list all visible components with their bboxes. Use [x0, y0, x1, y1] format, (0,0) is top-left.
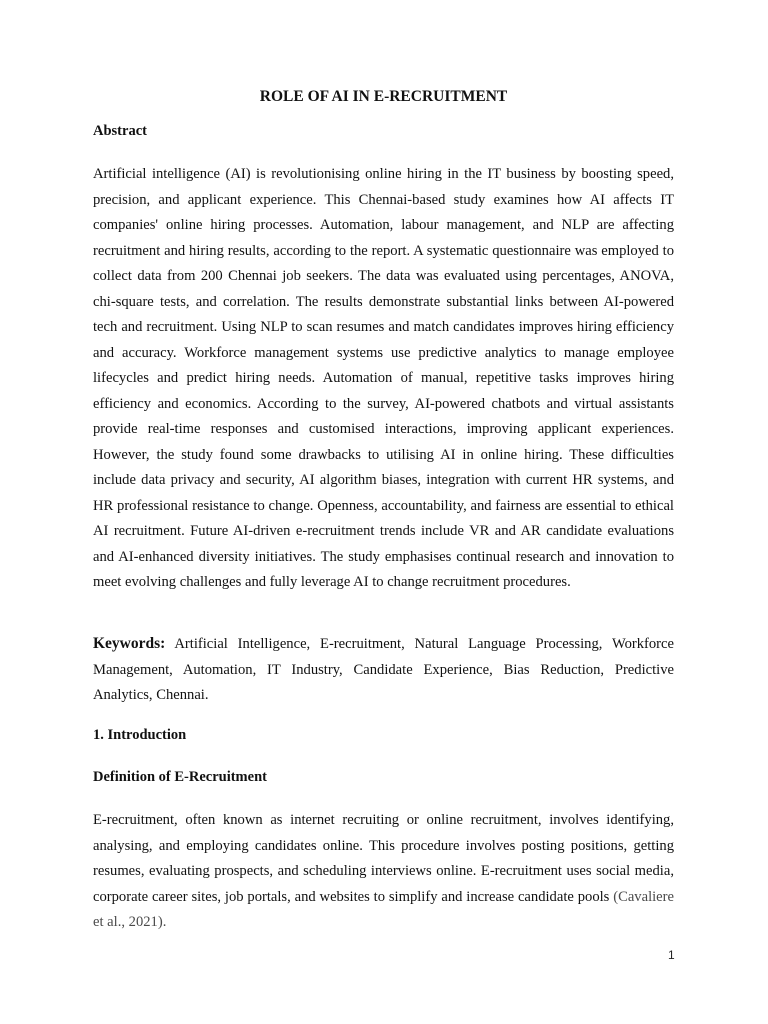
- page-number: 1: [668, 948, 675, 962]
- definition-paragraph: [93, 808, 674, 936]
- definition-text: E-recruitment, often known as internet recruiting or online recruitment, involves identifying, analysing, and employing candidates online. This procedure involves posting positions, getting resumes, evaluating prospects, and scheduling interviews online. E-recruitment uses social media, corporate career sites, job portals, and websites to simplify and increase candidate pools: [93, 812, 674, 905]
- keywords-paragraph: [93, 631, 674, 709]
- keywords-list: Artificial Intelligence, E-recruitment, Natural Language Processing, Workforce Management, Automation, IT Industry, Candidate Experience, Bias Reduction, Predictive Analytics, Chennai.: [93, 636, 674, 703]
- keywords-label: Keywords:: [93, 635, 166, 652]
- abstract-heading: Abstract: [93, 123, 147, 139]
- section-heading-introduction: 1. Introduction: [93, 727, 187, 743]
- subsection-heading-definition: Definition of E-Recruitment: [93, 769, 267, 785]
- paper-title: ROLE OF AI IN E-RECRUITMENT: [259, 88, 508, 105]
- citation-link[interactable]: (Cavaliere et al., 2021).: [93, 888, 674, 930]
- abstract-paragraph: Artificial intelligence (AI) is revolutionising online hiring in the IT business by boosting speed, precision, and applicant experience. This Chennai-based study examines how AI affects IT companies' online hiring processes. Automation, labour management, and NLP are affecting recruitment and hiring results, according to the report. A systematic questionnaire was employed to collect data from 200 Chennai job seekers. The data was evaluated using percentages, ANOVA, chi-square tests, and correlation. The results demonstrate substantial links between AI-powered tech and recruitment. Using NLP to scan resumes and match candidates improves hiring efficiency and accuracy. Workforce management systems use predictive analytics to manage employee lifecycles and predict hiring needs. Automation of manual, repetitive tasks improves hiring efficiency and economics. According to the survey, AI-powered chatbots and virtual assistants provide real-time responses and customised interactions, improving applicant experiences. However, the study found some drawbacks to utilising AI in online hiring. These difficulties include data privacy and security, AI algorithm biases, integration with current HR systems, and HR professional resistance to change. Openness, accountability, and fairness are essential to ethical AI recruitment. Future AI-driven e-recruitment trends include VR and AR candidate evaluations and AI-enhanced diversity initiatives. The study emphasises continual research and innovation to meet evolving challenges and fully leverage AI to change recruitment procedures.: [93, 166, 674, 590]
